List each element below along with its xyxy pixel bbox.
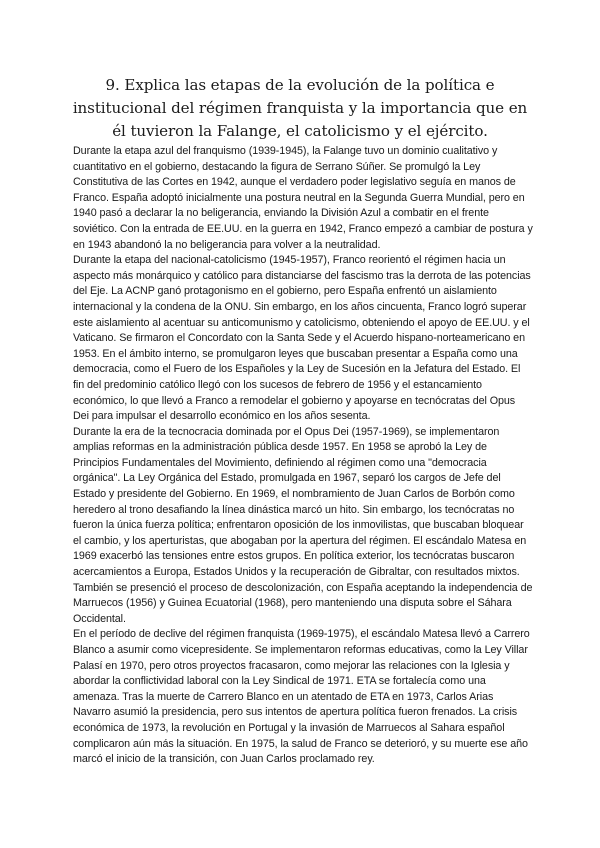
paragraph-etapa-azul: Durante la etapa azul del franquismo (1939-1945), la Falange tuvo un dominio cualitativo y cuantitativo en el gobierno, destacando la figura de Serrano Súñer. Se promulgó la Ley Constitutiva de las Cortes en 1942, aunque el verdadero poder legislativo seguía en manos de Franco. España adoptó inicialmente una postura neutral en la Segunda Guerra Mundial, pero en 1940 pasó a declarar la no beligerancia, enviando la División Azul a combatir en el frente soviético. Con la entrada de EE.UU. en la guerra en 1942, Franco empezó a cambiar de postura y en 1943 abandonó la no beligerancia para volver a la neutralidad. xyxy=(73,145,533,251)
paragraph-nacional-catolicismo: Durante la etapa del nacional-catolicismo (1945-1957), Franco reorientó el régimen hacia un aspecto más monárquico y católico para distanciarse del fascismo tras la derrota de las potencias del Eje. La ACNP ganó protagonismo en el gobierno, pero España enfrentó un aislamiento internacional y la condena de la ONU. Sin embargo, en los años cincuenta, Franco logró superar este aislamiento al acentuar su anticomunismo y catolicismo, obteniendo el apoyo de EE.UU. y el Vaticano. Se firmaron el Concordato con la Santa Sede y el Acuerdo hispano-norteamericano en 1953. En el ámbito interno, se promulgaron leyes que buscaban presentar a España como una democracia, como el Fuero de los Españoles y la Ley de Sucesión en la Jefatura del Estado. El fin del predominio católico llegó con los sucesos de febrero de 1956 y el estancamiento económico, lo que llevó a Franco a remodelar el gobierno y apoyarse en tecnócratas del Opus Dei para impulsar el desarrollo económico en los años sesenta. xyxy=(73,254,531,423)
document-title: 9. Explica las etapas de la evolución de la política e institucional del régimen franquista y la importancia que en él tuvieron la Falange, el catolicismo y el ejército. xyxy=(72,76,528,140)
document-body xyxy=(73,144,533,768)
paragraph-declive: En el período de declive del régimen franquista (1969-1975), el escándalo Matesa llevó a Carrero Blanco a asumir como vicepresidente. Se implementaron reformas educativas, como la Ley Villar Palasí en 1970, pero otros proyectos fracasaron, como mejorar las relaciones con la Iglesia y abordar la conflictividad laboral con la Ley Sindical de 1971. ETA se fortalecía como una amenaza. Tras la muerte de Carrero Blanco en un atentado de ETA en 1973, Carlos Arias Navarro asumió la presidencia, pero sus intentos de apertura política fueron frenados. La crisis económica de 1973, la revolución en Portugal y la invasión de Marruecos al Sahara español complicaron aún más la situación. En 1975, la salud de Franco se deterioró, y su muerte ese año marcó el inicio de la transición, con Juan Carlos proclamado rey. xyxy=(73,628,530,766)
paragraph-tecnocracia: Durante la era de la tecnocracia dominada por el Opus Dei (1957-1969), se implementaron amplias reformas en la administración pública desde 1957. En 1958 se aprobó la Ley de Principios Fundamentales del Movimiento, definiendo al régimen como una "democracia orgánica". La Ley Orgánica del Estado, promulgada en 1967, separó los cargos de Jefe del Estado y presidente del Gobierno. En 1969, el nombramiento de Juan Carlos de Borbón como heredero al trono desafiando la línea dinástica marcó un hito. Sin embargo, los tecnócratas no fueron la única fuerza política; enfrentaron oposición de los inmovilistas, que buscaban bloquear el cambio, y los aperturistas, que abogaban por la apertura del régimen. El escándalo Matesa en 1969 exacerbó las tensiones entre estos grupos. En política exterior, los tecnócratas buscaron acercamientos a Europa, Estados Unidos y la recuperación de Gibraltar, con resultados mixtos. También se presenció el proceso de descolonización, con España aceptando la independencia de Marruecos (1956) y Guinea Ecuatorial (1968), pero manteniendo una disputa sobre el Sáhara Occidental. xyxy=(73,425,533,625)
